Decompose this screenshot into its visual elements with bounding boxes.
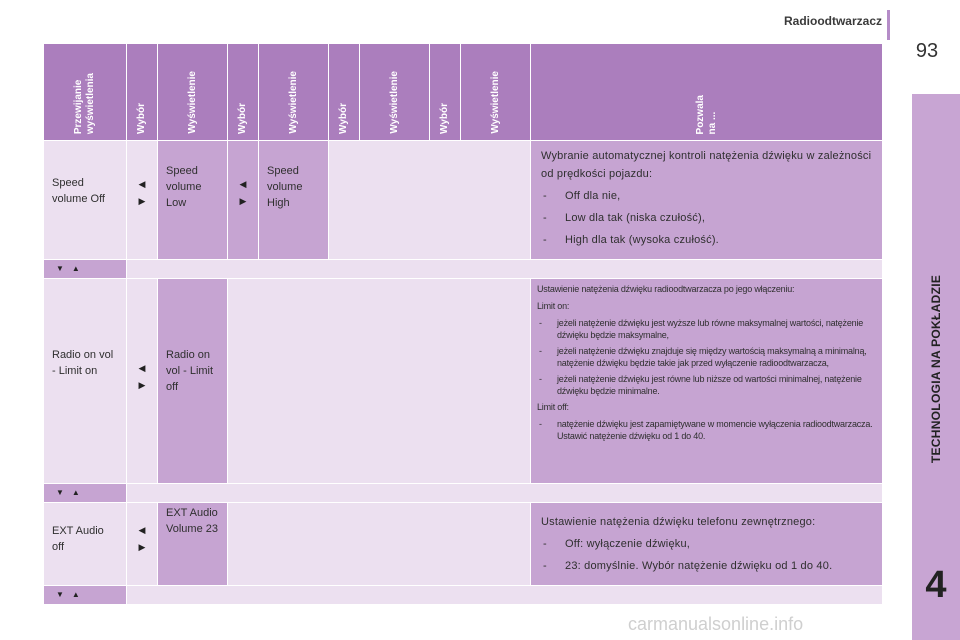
table-row (44, 503, 883, 586)
menu-table (44, 44, 883, 605)
down-up-arrows-icon: ▼▲ (56, 488, 88, 497)
header-scroll-display: Przewijanie wyświetlenia (44, 44, 127, 141)
header-select: Wybór (127, 44, 158, 141)
chapter-label: TECHNOLOGIA NA POKŁADZIE (929, 274, 943, 464)
speed-volume-description: Wybranie automatycznej kontroli natężenia dźwięku w zależności od prędkości pojazdu: - Off dla nie, - Low dla tak (niska czułość), - High dla tak (wysoka czułość). (531, 141, 882, 259)
header-accent-bar (887, 10, 890, 40)
table-row (44, 279, 883, 484)
ext-audio-description: Ustawienie natężenia dźwięku telefonu zewnętrznego: - Off: wyłączenie dźwięku, - 23: domyślnie. Wybór natężenie dźwięku od 1 do 40. (531, 503, 882, 585)
left-right-arrows-icon: ◀ ▶ (138, 179, 146, 206)
radio-on-vol-limit-on-display: Radio on vol - Limit on (52, 349, 114, 377)
speed-volume-off-display: Speed volume Off (52, 177, 105, 205)
down-up-arrows-icon: ▼▲ (56, 264, 88, 273)
header-select: Wybór (228, 44, 259, 141)
left-right-arrows-icon: ◀ ▶ (138, 525, 146, 552)
header-select: Wybór (329, 44, 360, 141)
page-header (770, 10, 890, 34)
chapter-number: 4 (925, 564, 947, 606)
header-select: Wybór (430, 44, 461, 141)
down-up-arrows-icon: ▼▲ (56, 590, 88, 599)
table-row (44, 586, 883, 605)
header-allows: Pozwala na ... (531, 44, 883, 141)
speed-volume-high-display: Speed volume High (267, 165, 303, 209)
header-display: Wyświetlenie (259, 44, 329, 141)
page-number: 93 (915, 40, 939, 62)
ext-audio-off-display: EXT Audio off (52, 525, 104, 553)
table-row (44, 141, 883, 260)
header-display: Wyświetlenie (461, 44, 531, 141)
radio-on-vol-limit-off-display: Radio on vol - Limit off (166, 349, 214, 393)
chapter-side-tab (912, 94, 960, 640)
table-row (44, 260, 883, 279)
left-right-arrows-icon: ◀ ▶ (138, 363, 146, 390)
left-right-arrows-icon: ◀ ▶ (239, 179, 247, 206)
header-display: Wyświetlenie (360, 44, 430, 141)
table-row (44, 484, 883, 503)
header-display: Wyświetlenie (158, 44, 228, 141)
table-header-row (44, 44, 883, 141)
page-title: Radioodtwarzacz (783, 14, 882, 28)
watermark: carmanualsonline.info (628, 614, 804, 634)
ext-audio-volume-display: EXT Audio Volume 23 (166, 507, 218, 535)
radio-volume-limit-description: Ustawienie natężenia dźwięku radioodtwarzacza po jego włączeniu: Limit on: - jeżeli natężenie dźwięku jest wyższe lub równe maksymalnej wartości, natężenie dźwięku będzie maksymalne, - jeżeli natężenie dźwięku znajduje się między wartością maksymalną a minimalną, natężenie dźwięku będzie takie jak przed wyłączenie radioodtwarzacza, - jeżeli natężenie dźwięku jest równe lub niższe od wartości minimalnej, natężenie dźwięku będzie minimalne. Limit off: - natężenie dźwięku jest zapamiętywane w momencie wyłączenia radioodtwarzacza. Ustawić natężenie dźwięku od 1 do 40. (531, 279, 882, 450)
speed-volume-low-display: Speed volume Low (166, 165, 202, 209)
